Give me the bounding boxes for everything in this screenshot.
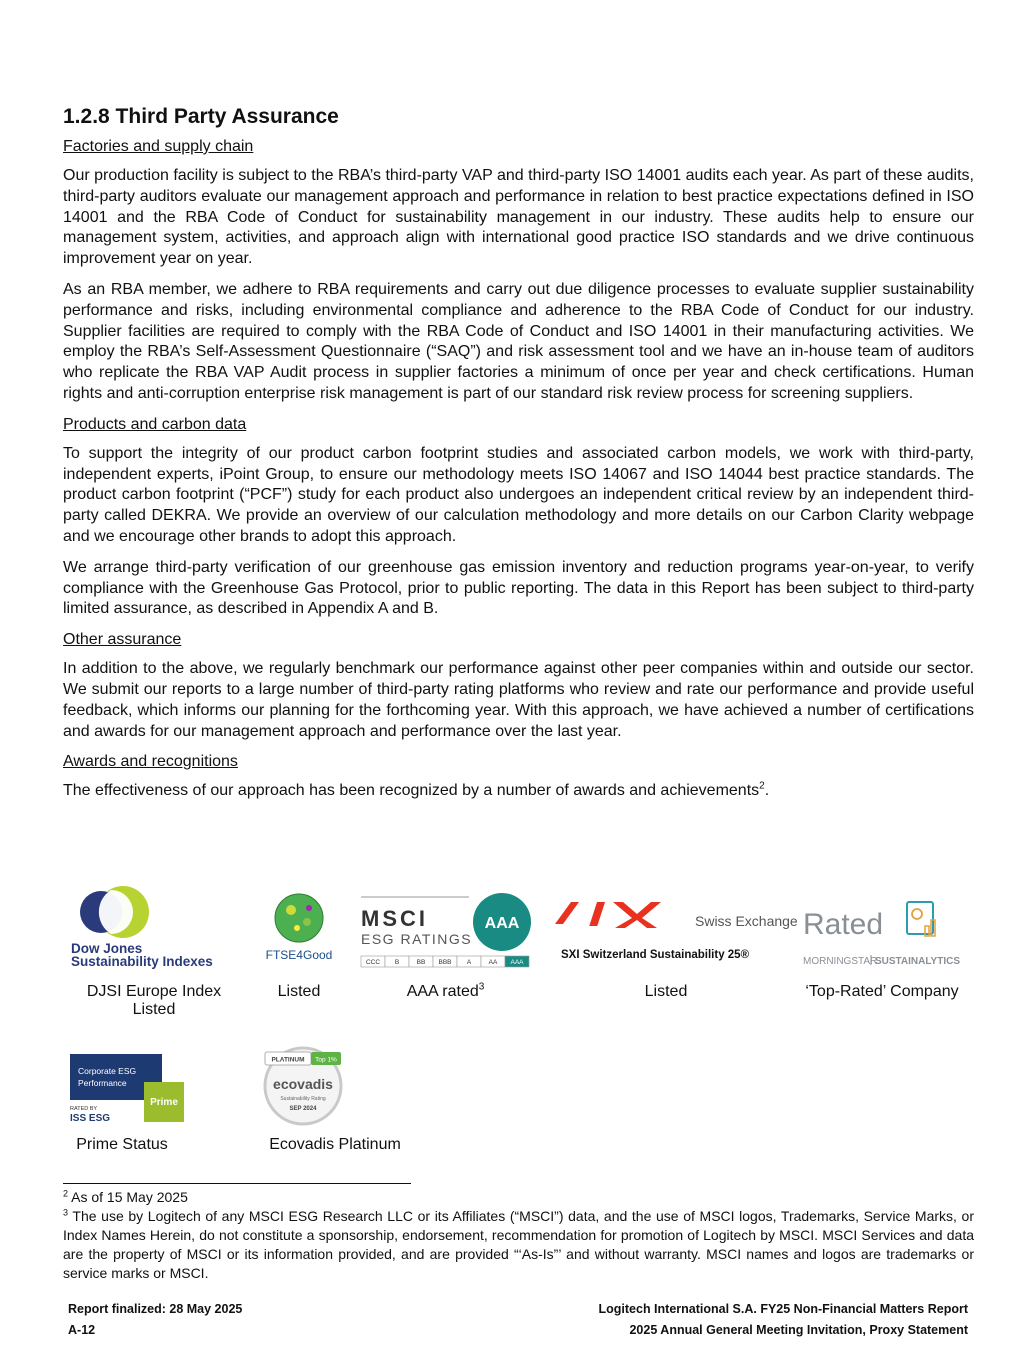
heading-factories: Factories and supply chain bbox=[63, 138, 254, 155]
msci-caption: AAA rated$^3$ bbox=[406, 981, 485, 1000]
svg-text:SEP 2024: SEP 2024 bbox=[289, 1106, 317, 1112]
msci-scale-label: B bbox=[394, 959, 400, 967]
products-paragraph-1: To support the integrity of our product carbon footprint studies and associated carbon models, we work with third-party, independent experts, iPoint Group, to ensure our methodology meets ISO 14067 and ISO 14044 best practice standards. The product carbon footprint (“PCF”) study for each product also undergoes an independent critical review by an independent third-party called DEKRA. We provide an overview of our calculation methodology and more details on our Carbon Clarity webpage and we encourage other brands to adopt this approach. bbox=[63, 444, 974, 545]
factories-paragraph-1: Our production facility is subject to the RBA’s third-party VAP and third-party ISO 14001 audits each year. As part of these audits, third-party auditors evaluate our management approach and performance in relation to best practice expectations defined in ISO 14001 and the RBA Code of Conduct for sustainability management in our industry. These audits help to ensure our management system, activities, and approach align with international good practice ISO standards and we drive continuous improvement year on year. bbox=[63, 167, 974, 268]
msci-scale-label: CCC bbox=[365, 959, 381, 967]
svg-text:MSCI: MSCI bbox=[361, 906, 428, 931]
sustainalytics-logo bbox=[801, 896, 963, 968]
footnotes bbox=[63, 1183, 974, 1283]
svg-text:Sustainability Indexes: Sustainability Indexes bbox=[71, 954, 213, 969]
six-logo bbox=[553, 896, 798, 962]
awards-intro: The effectiveness of our approach has been recognized by a number of awards and achievements$^2$. bbox=[63, 781, 770, 800]
six-caption: Listed bbox=[644, 983, 688, 1000]
svg-text:AAA: AAA bbox=[484, 915, 520, 932]
svg-text:Rated: Rated bbox=[803, 908, 884, 941]
footnote-ref-2: 2 bbox=[759, 781, 765, 792]
footer-agm: 2025 Annual General Meeting Invitation, Proxy Statement bbox=[629, 1323, 968, 1337]
page-body bbox=[63, 104, 974, 812]
msci-scale-label: BB bbox=[416, 959, 426, 967]
svg-text:ISS ESG: ISS ESG bbox=[70, 1113, 111, 1124]
heading-other-assurance: Other assurance bbox=[63, 631, 182, 649]
ftse4good-logo bbox=[261, 892, 337, 964]
svg-text:SXI Switzerland Sustainability: SXI Switzerland Sustainability 25® bbox=[561, 949, 750, 961]
djsi-caption: DJSI Europe Index Listed bbox=[86, 983, 222, 1018]
msci-scale-label: A bbox=[466, 959, 472, 967]
products-paragraph-2: We arrange third-party verification of our greenhouse gas emission inventory and reduction programs year-on-year, to verify compliance with the Greenhouse Gas Protocol, prior to public reporting. The data in this Report has been subject to third-party limited assurance, as described in Appendix A and B. bbox=[63, 558, 974, 618]
heading-products: Products and carbon data bbox=[63, 415, 247, 433]
svg-text:FTSE4Good: FTSE4Good bbox=[265, 948, 333, 962]
svg-text:Sustainability Rating: Sustainability Rating bbox=[280, 1096, 326, 1102]
svg-text:RATED BY: RATED BY bbox=[70, 1106, 98, 1112]
footnote-ref-3: 3 bbox=[478, 981, 485, 993]
iss-esg-logo bbox=[70, 1054, 186, 1124]
iss-esg-caption: Prime Status bbox=[76, 1136, 168, 1153]
footnote-3: $^3$ The use by Logitech of any MSCI ESG Research LLC or its Affiliates (“MSCI”) data, and the use of MSCI logos, Trademarks, Service Marks, or Index Names Herein, do not constitute a sponsorship, endorsement, recommendation for promotion of Logitech by MSCI. MSCI Services and data are the property of MSCI or its information provided, and are provided “‘As-Is”’ and without warranty. MSCI names and logos are trademarks or service marks or MSCI. bbox=[63, 1207, 975, 1281]
awards-logos bbox=[63, 884, 974, 1184]
svg-text:PLATINUM: PLATINUM bbox=[271, 1056, 305, 1064]
ecovadis-logo bbox=[261, 1044, 345, 1126]
svg-text:Dow Jones: Dow Jones bbox=[71, 941, 143, 956]
section-title: 1.2.8 Third Party Assurance bbox=[63, 105, 339, 128]
msci-scale-label: AAA bbox=[510, 959, 524, 967]
svg-text:Top 1%: Top 1% bbox=[315, 1056, 337, 1064]
svg-text:Swiss Exchange: Swiss Exchange bbox=[695, 913, 798, 929]
ecovadis-caption: Ecovadis Platinum bbox=[269, 1136, 401, 1153]
factories-paragraph-2: As an RBA member, we adhere to RBA requirements and carry out due diligence processes to evaluate supplier sustainability performance and risks, including environmental compliance and adherence to the RBA Code of Conduct for our industry. Supplier facilities are required to comply with the RBA Code of Conduct and ISO 14001 in their manufacturing activities. We employ the RBA’s Self-Assessment Questionnaire (“SAQ”) and risk assessment tool and we have an in-house team of auditors who replicate the RBA VAP Audit process in supplier factories a minimum of once per year and check certifications. Human rights and anti-corruption enterprise risk management is part of our standard risk review process for screening suppliers. bbox=[63, 280, 974, 402]
footer-finalized: Report finalized: 28 May 2025 bbox=[68, 1302, 243, 1316]
svg-text:Prime: Prime bbox=[150, 1097, 178, 1108]
svg-text:Performance: Performance bbox=[78, 1078, 127, 1088]
svg-text:ESG RATINGS: ESG RATINGS bbox=[361, 931, 473, 947]
msci-logo bbox=[361, 894, 533, 970]
footer-page-number: A-12 bbox=[68, 1323, 96, 1337]
msci-scale-label: BBB bbox=[438, 959, 452, 967]
djsi-logo bbox=[71, 884, 221, 970]
svg-text:SUSTAINALYTICS: SUSTAINALYTICS bbox=[875, 956, 961, 967]
svg-text:Corporate ESG: Corporate ESG bbox=[78, 1066, 137, 1076]
svg-text:ecovadis: ecovadis bbox=[273, 1076, 333, 1092]
msci-rating-scale bbox=[361, 956, 529, 967]
msci-scale-label: AA bbox=[488, 959, 498, 967]
heading-awards: Awards and recognitions bbox=[63, 753, 238, 771]
ftse4good-caption: Listed bbox=[277, 983, 321, 1000]
other-paragraph-1: In addition to the above, we regularly benchmark our performance against other peer companies within and outside our sector. We submit our reports to a large number of third-party rating platforms who review and rate our performance and provide useful feedback, which informs our planning for the forthcoming year. With this approach, we have achieved a number of certifications and awards for our management approach and performance over the last year. bbox=[63, 660, 974, 740]
sustainalytics-caption: ‘Top-Rated’ Company bbox=[805, 983, 959, 1000]
footnote-rule bbox=[63, 1183, 411, 1184]
svg-text:MORNINGSTAR: MORNINGSTAR bbox=[803, 956, 878, 967]
footer-report-title: Logitech International S.A. FY25 Non-Financial Matters Report bbox=[598, 1302, 968, 1316]
footnote-2: $^2$ As of 15 May 2025 bbox=[63, 1188, 188, 1205]
